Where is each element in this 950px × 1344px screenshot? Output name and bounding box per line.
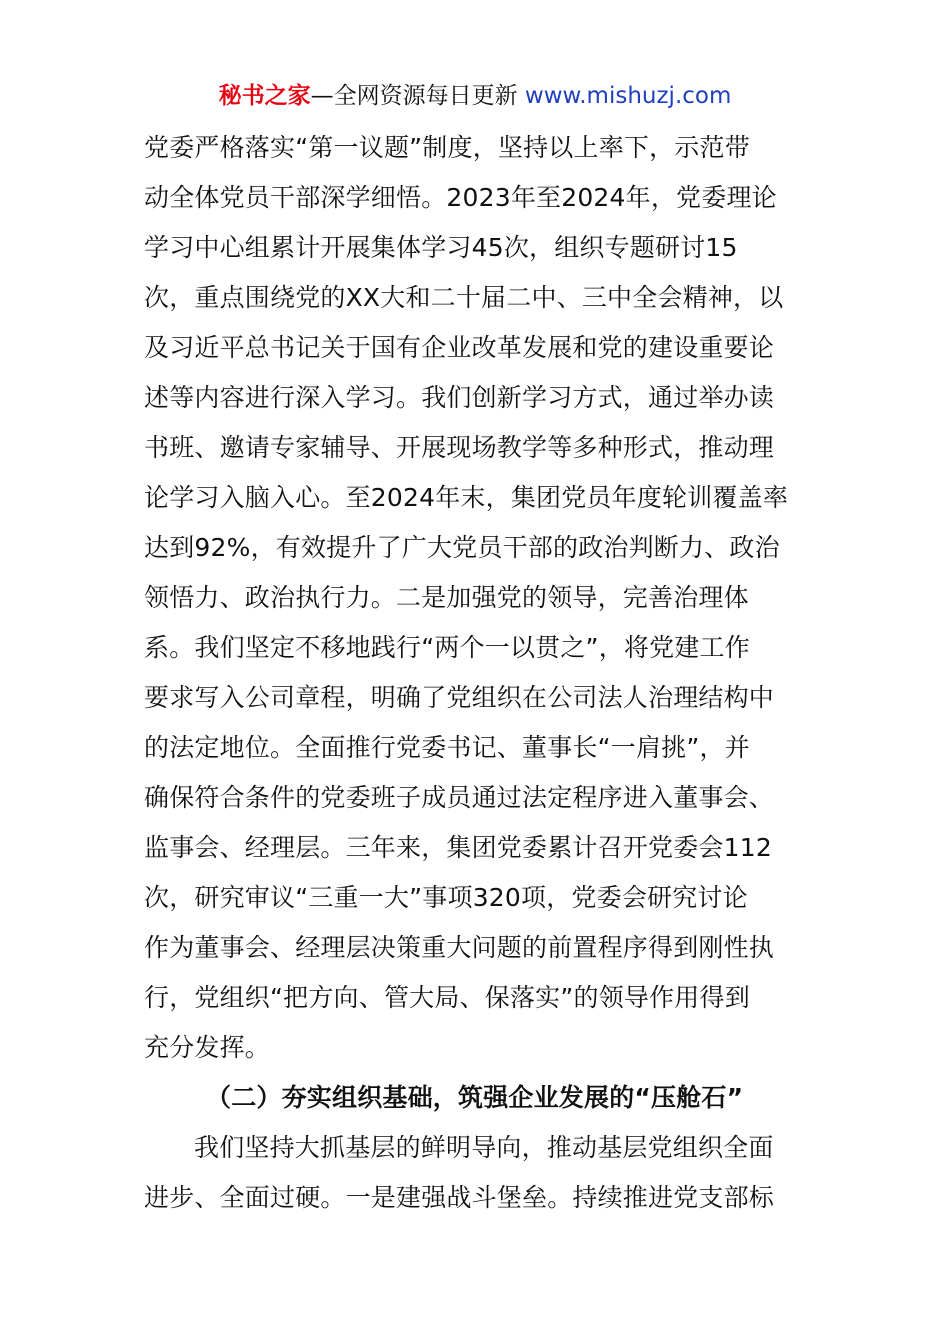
text-line: 次，重点围绕党的XX大和二十届二中、三中全会精神，以 xyxy=(144,283,784,312)
text-line: 论学习入脑入心。至2024年末，集团党员年度轮训覆盖率 xyxy=(144,483,789,512)
text-line: 动全体党员干部深学细悟。2023年至2024年，党委理论 xyxy=(144,183,777,212)
text-line: 监事会、经理层。三年来，集团党委累计召开党委会112 xyxy=(144,833,772,862)
text-line: 的法定地位。全面推行党委书记、董事长“一肩挑”，并 xyxy=(144,733,750,762)
site-url-link[interactable]: www.mishuzj.com xyxy=(524,83,732,109)
section-heading: （二）夯实组织基础，筑强企业发展的“压舱石” xyxy=(206,1083,744,1112)
text-line: 作为董事会、经理层决策重大问题的前置程序得到刚性执 xyxy=(144,933,775,962)
text-line: 学习中心组累计开展集体学习45次，组织专题研讨15 xyxy=(144,233,738,262)
text-line: 我们坚持大抓基层的鲜明导向，推动基层党组织全面 xyxy=(194,1133,774,1162)
text-line: 次，研究审议“三重一大”事项320项，党委会研究讨论 xyxy=(144,883,748,912)
site-brand: 秘书之家 xyxy=(218,83,311,109)
document-body xyxy=(144,123,824,1223)
text-line: 党委严格落实“第一议题”制度，坚持以上率下，示范带 xyxy=(144,133,750,162)
text-line: 达到92%，有效提升了广大党员干部的政治判断力、政治 xyxy=(144,533,780,562)
text-line: 确保符合条件的党委班子成员通过法定程序进入董事会、 xyxy=(144,783,775,812)
text-line: 及习近平总书记关于国有企业改革发展和党的建设重要论 xyxy=(144,333,775,362)
text-line: 充分发挥。 xyxy=(144,1033,271,1062)
text-line: 要求写入公司章程，明确了党组织在公司法人治理结构中 xyxy=(144,683,775,712)
text-line: 述等内容进行深入学习。我们创新学习方式，通过举办读 xyxy=(144,383,775,412)
site-tagline: —全网资源每日更新 xyxy=(310,83,518,109)
text-line: 进步、全面过硬。一是建强战斗堡垒。持续推进党支部标 xyxy=(144,1183,775,1212)
text-line: 系。我们坚定不移地践行“两个一以贯之”，将党建工作 xyxy=(144,633,750,662)
site-header xyxy=(0,78,950,114)
text-line: 书班、邀请专家辅导、开展现场教学等多种形式，推动理 xyxy=(144,433,775,462)
text-line: 领悟力、政治执行力。二是加强党的领导，完善治理体 xyxy=(144,583,749,612)
text-line: 行，党组织“把方向、管大局、保落实”的领导作用得到 xyxy=(144,983,750,1012)
